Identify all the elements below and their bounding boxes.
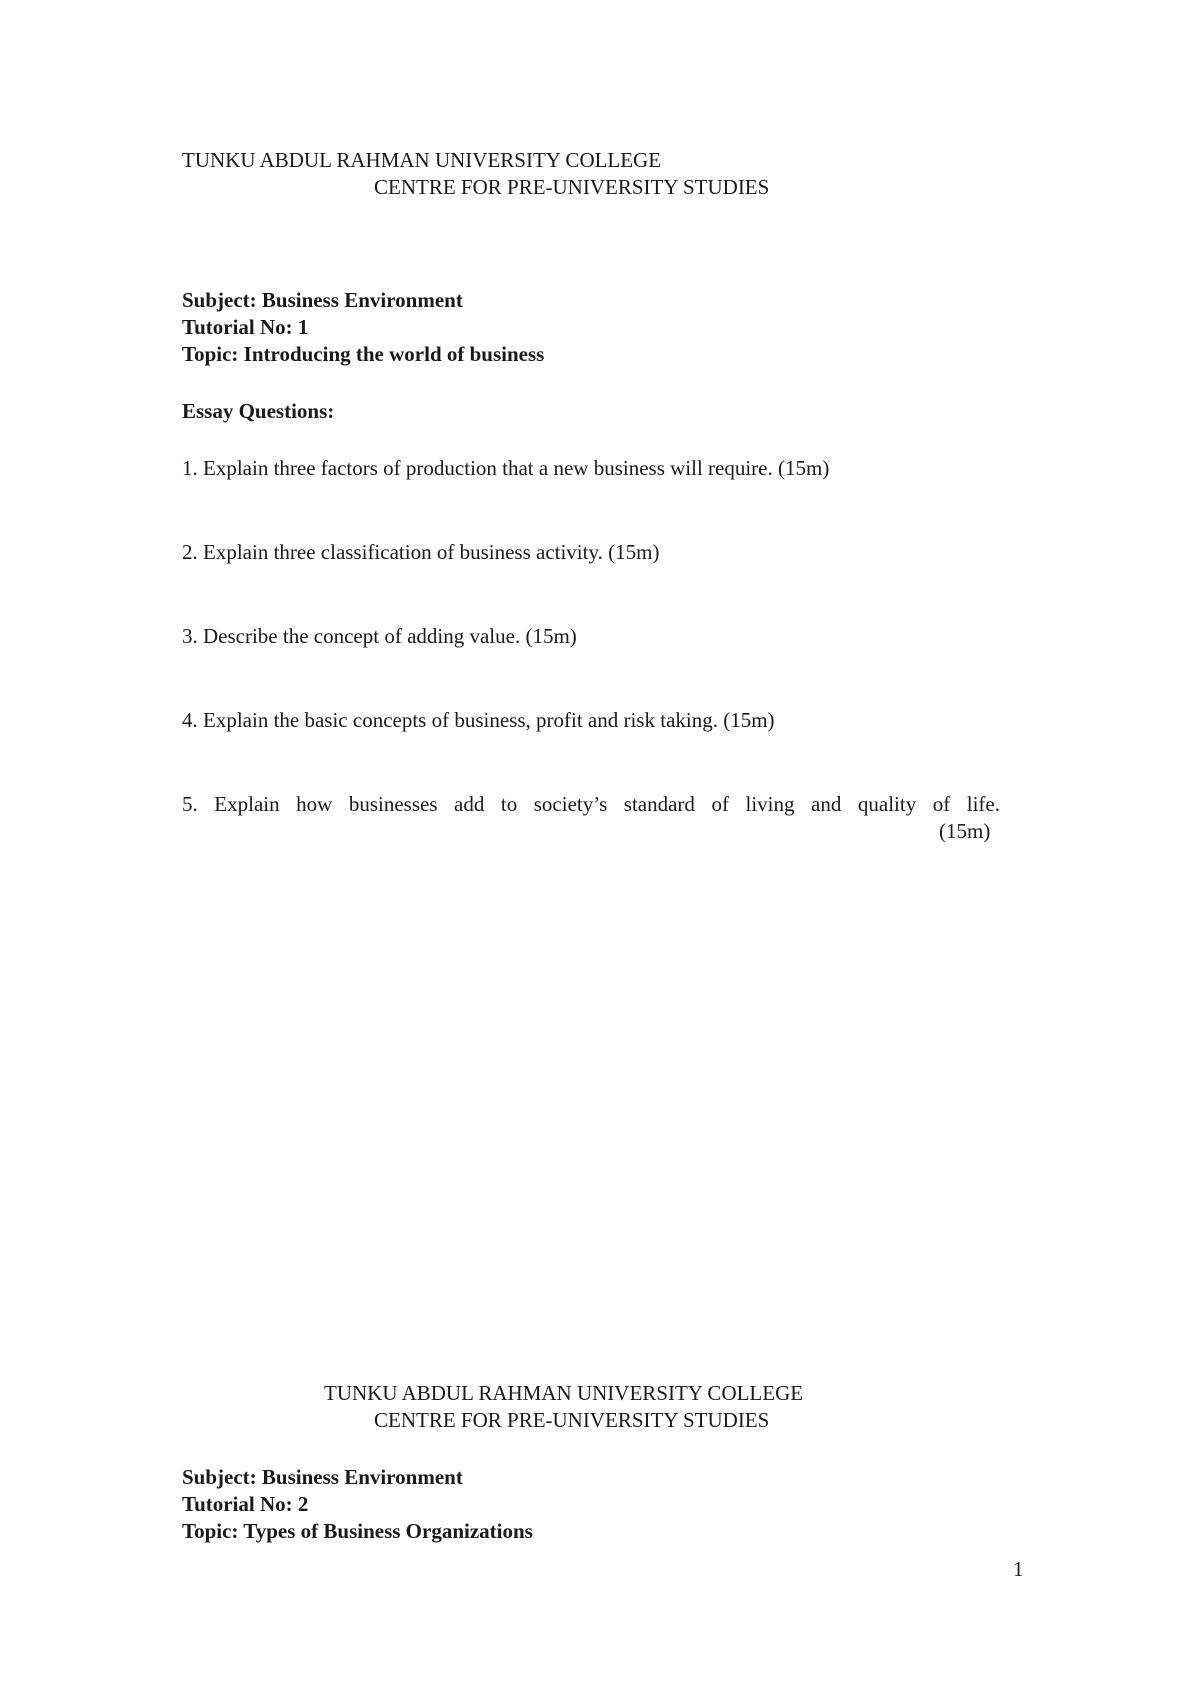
- question-4: 4. Explain the basic concepts of business, profit and risk taking. (15m): [182, 708, 775, 732]
- question-5-marks: (15m): [939, 819, 991, 843]
- subject-line-2: Subject: Business Environment: [182, 1465, 463, 1489]
- topic-line: Topic: Introducing the world of business: [182, 342, 545, 366]
- page-number: 1: [1013, 1557, 1024, 1581]
- essay-questions-heading: Essay Questions:: [182, 399, 335, 423]
- tutorial-number: Tutorial No: 1: [182, 315, 309, 339]
- question-3: 3. Describe the concept of adding value. (15m): [182, 624, 577, 648]
- tutorial-number-2: Tutorial No: 2: [182, 1492, 309, 1516]
- institution-name: TUNKU ABDUL RAHMAN UNIVERSITY COLLEGE: [182, 148, 662, 172]
- question-1: 1. Explain three factors of production that a new business will require. (15m): [182, 456, 830, 480]
- subject-line: Subject: Business Environment: [182, 288, 463, 312]
- question-5: 5. Explain how businesses add to society’s standard of living and quality of life.: [182, 792, 1000, 816]
- question-2: 2. Explain three classification of business activity. (15m): [182, 540, 660, 564]
- centre-name: CENTRE FOR PRE-UNIVERSITY STUDIES: [374, 175, 770, 199]
- centre-name-2: CENTRE FOR PRE-UNIVERSITY STUDIES: [374, 1408, 770, 1432]
- topic-line-2: Topic: Types of Business Organizations: [182, 1519, 533, 1543]
- institution-name-2: TUNKU ABDUL RAHMAN UNIVERSITY COLLEGE: [324, 1381, 804, 1405]
